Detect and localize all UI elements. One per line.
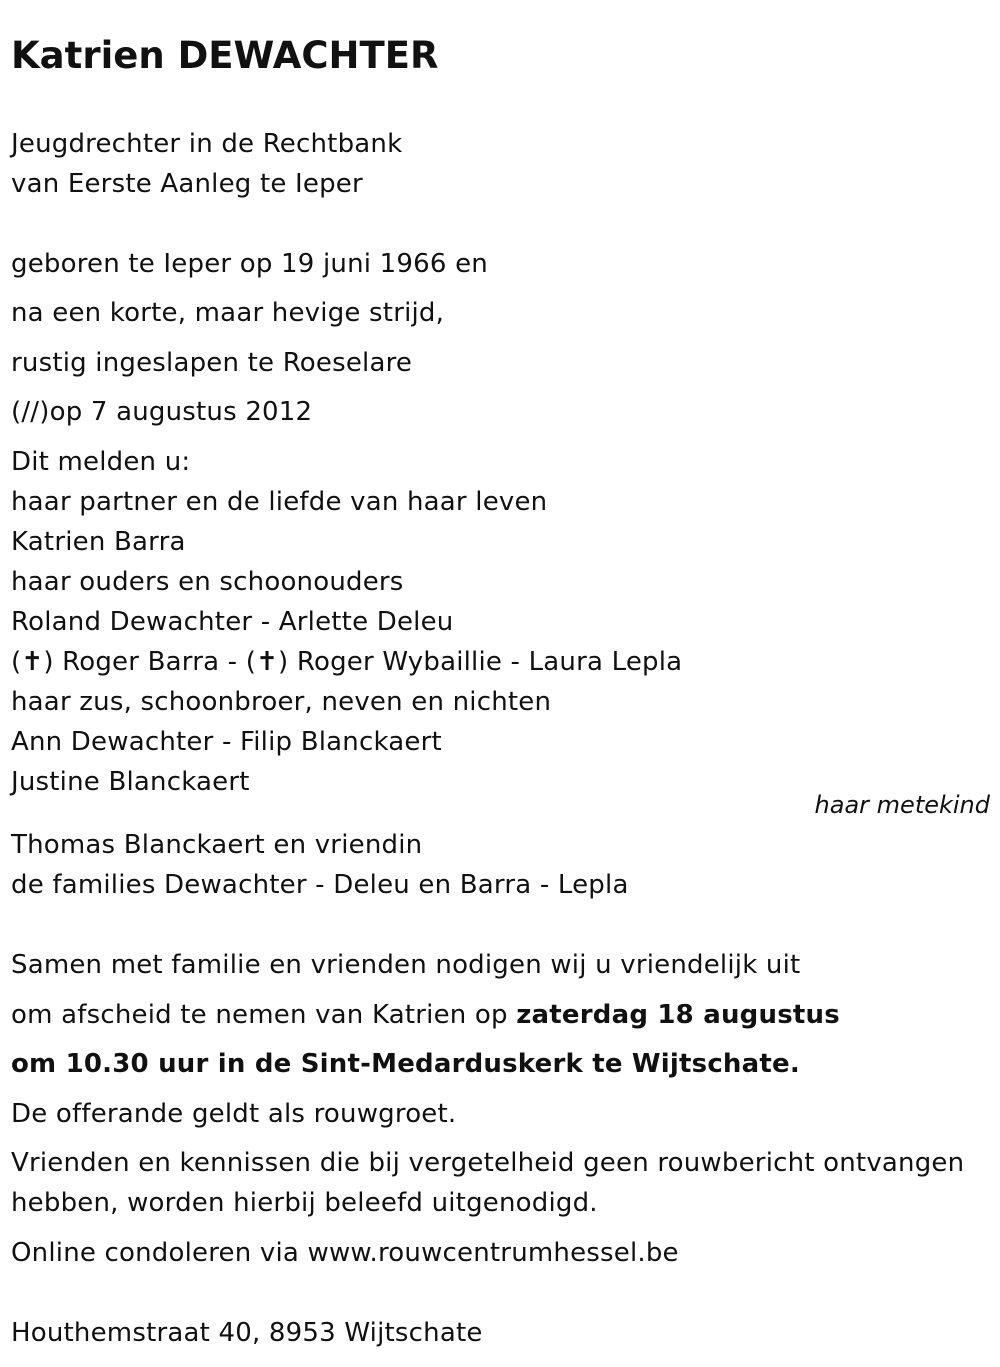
invite-date: zaterdag 18 augustus (516, 1000, 840, 1030)
date-prefix: (//) (11, 397, 50, 427)
family-line: (✝) Roger Barra - (✝) Roger Wybaillie - Laura Lepla (11, 647, 683, 677)
function-line-2: van Eerste Aanleg te Ieper (11, 169, 363, 199)
family-line: Ann Dewachter - Filip Blanckaert (11, 727, 442, 757)
online-condolence-line: Online condoleren via www.rouwcentrumhessel.be (11, 1238, 679, 1268)
family-line: Justine Blanckaert (11, 767, 250, 797)
invite-line-1: Samen met familie en vrienden nodigen wij u vriendelijk uit (11, 950, 801, 980)
announce-line: Dit melden u: (11, 447, 191, 477)
friends-line-1: Vrienden en kennissen die bij vergetelheid geen rouwbericht ontvangen (11, 1148, 965, 1178)
metekind-note: haar metekind (814, 791, 990, 819)
invite-line-2-text: om afscheid te nemen van Katrien op (11, 1000, 517, 1030)
family-line: haar partner en de liefde van haar leven (11, 487, 548, 517)
born-line: geboren te Ieper op 19 juni 1966 en (11, 249, 488, 279)
page-title: Katrien DEWACHTER (11, 34, 439, 77)
struggle-line: na een korte, maar hevige strijd, (11, 298, 445, 328)
friends-line-2: hebben, worden hierbij beleefd uitgenodigd. (11, 1188, 598, 1218)
passed-line: rustig ingeslapen te Roeselare (11, 348, 413, 378)
family-line: haar zus, schoonbroer, neven en nichten (11, 687, 552, 717)
address-line: Houthemstraat 40, 8953 Wijtschate (11, 1318, 483, 1348)
family-line: Katrien Barra (11, 527, 186, 557)
family-line: haar ouders en schoonouders (11, 567, 404, 597)
offering-line: De offerande geldt als rouwgroet. (11, 1099, 457, 1129)
invite-line-3: om 10.30 uur in de Sint-Medarduskerk te Wijtschate. (11, 1049, 800, 1079)
family-after-line: Thomas Blanckaert en vriendin (11, 830, 423, 860)
date-line (11, 396, 312, 428)
invite-line-2 (11, 999, 840, 1031)
family-line: Roland Dewachter - Arlette Deleu (11, 607, 454, 637)
date-text: op 7 augustus 2012 (49, 397, 313, 427)
family-after-line: de families Dewachter - Deleu en Barra - Lepla (11, 870, 629, 900)
function-line-1: Jeugdrechter in de Rechtbank (11, 129, 403, 159)
